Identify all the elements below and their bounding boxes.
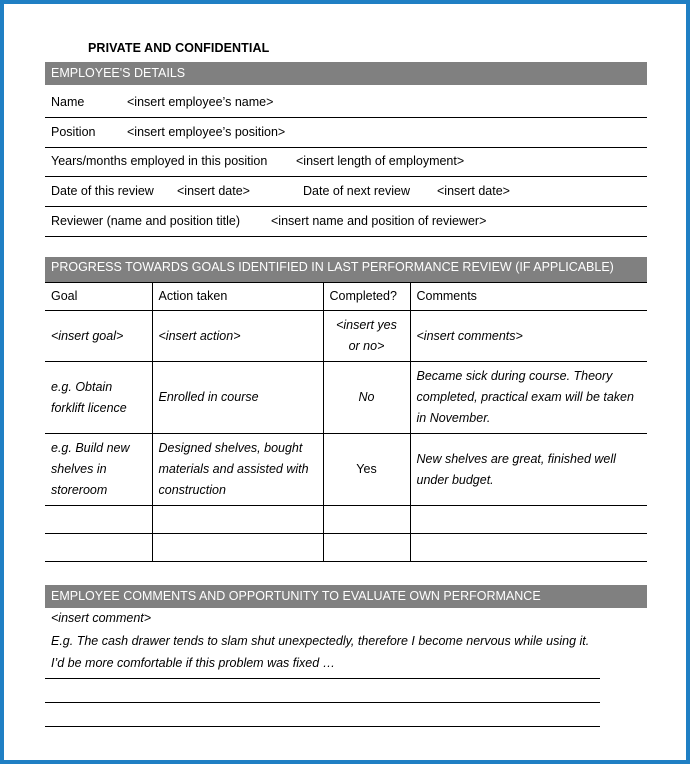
table-row (45, 434, 647, 506)
completed-cell[interactable]: No (323, 362, 410, 434)
comment-line[interactable] (45, 702, 600, 703)
next-review-field[interactable]: <insert date> (437, 184, 510, 198)
progress-header: PROGRESS TOWARDS GOALS IDENTIFIED IN LAST PERFORMANCE REVIEW (IF APPLICABLE) (45, 257, 647, 282)
action-cell[interactable]: Designed shelves, bought materials and assisted with construction (152, 434, 323, 506)
comments-cell[interactable] (410, 506, 647, 534)
goal-cell[interactable]: e.g. Obtain forklift licence (45, 362, 152, 434)
divider (45, 147, 647, 148)
goal-cell[interactable] (45, 534, 152, 562)
goal-cell[interactable] (45, 506, 152, 534)
divider (45, 206, 647, 207)
employee-details-header: EMPLOYEE'S DETAILS (45, 62, 647, 85)
years-field[interactable]: <insert length of employment> (296, 154, 465, 168)
completed-cell[interactable]: Yes (323, 434, 410, 506)
column-header-comments: Comments (410, 283, 647, 311)
comment-line[interactable] (45, 678, 600, 679)
years-label: Years/months employed in this position (51, 154, 268, 168)
next-review-label: Date of next review (303, 184, 410, 198)
table-row (45, 534, 647, 562)
reviewer-label: Reviewer (name and position title) (51, 214, 240, 228)
comment-placeholder[interactable]: <insert comment> (51, 611, 152, 625)
completed-cell[interactable]: <insert yes or no> (323, 311, 410, 362)
divider (45, 176, 647, 177)
completed-cell[interactable] (323, 534, 410, 562)
table-row (45, 506, 647, 534)
position-label: Position (51, 125, 96, 139)
review-date-field[interactable]: <insert date> (177, 184, 250, 198)
goals-table (45, 282, 647, 562)
comment-example-line-2: I’d be more comfortable if this problem was fixed … (51, 656, 336, 670)
reviewer-field[interactable]: <insert name and position of reviewer> (271, 214, 487, 228)
name-label: Name (51, 95, 85, 109)
document-title: PRIVATE AND CONFIDENTIAL (88, 41, 270, 55)
table-row (45, 311, 647, 362)
comments-cell[interactable] (410, 534, 647, 562)
comments-cell[interactable]: Became sick during course. Theory completed, practical exam will be taken in November. (410, 362, 647, 434)
table-header-row (45, 283, 647, 311)
action-cell[interactable] (152, 534, 323, 562)
action-cell[interactable]: Enrolled in course (152, 362, 323, 434)
comments-cell[interactable]: <insert comments> (410, 311, 647, 362)
column-header-goal: Goal (45, 283, 152, 311)
column-header-action: Action taken (152, 283, 323, 311)
position-field[interactable]: <insert employee’s position> (127, 125, 286, 139)
divider (45, 117, 647, 118)
action-cell[interactable] (152, 506, 323, 534)
column-header-completed: Completed? (323, 283, 410, 311)
divider (45, 236, 647, 237)
comment-line[interactable] (45, 726, 600, 727)
table-row (45, 362, 647, 434)
goal-cell[interactable]: <insert goal> (45, 311, 152, 362)
completed-cell[interactable] (323, 506, 410, 534)
comments-cell[interactable]: New shelves are great, finished well under budget. (410, 434, 647, 506)
action-cell[interactable]: <insert action> (152, 311, 323, 362)
comment-example-line-1: E.g. The cash drawer tends to slam shut unexpectedly, therefore I become nervous while using it. (51, 634, 590, 648)
review-date-label: Date of this review (51, 184, 154, 198)
goal-cell[interactable]: e.g. Build new shelves in storeroom (45, 434, 152, 506)
name-field[interactable]: <insert employee’s name> (127, 95, 274, 109)
employee-comments-header: EMPLOYEE COMMENTS AND OPPORTUNITY TO EVALUATE OWN PERFORMANCE (45, 585, 647, 608)
